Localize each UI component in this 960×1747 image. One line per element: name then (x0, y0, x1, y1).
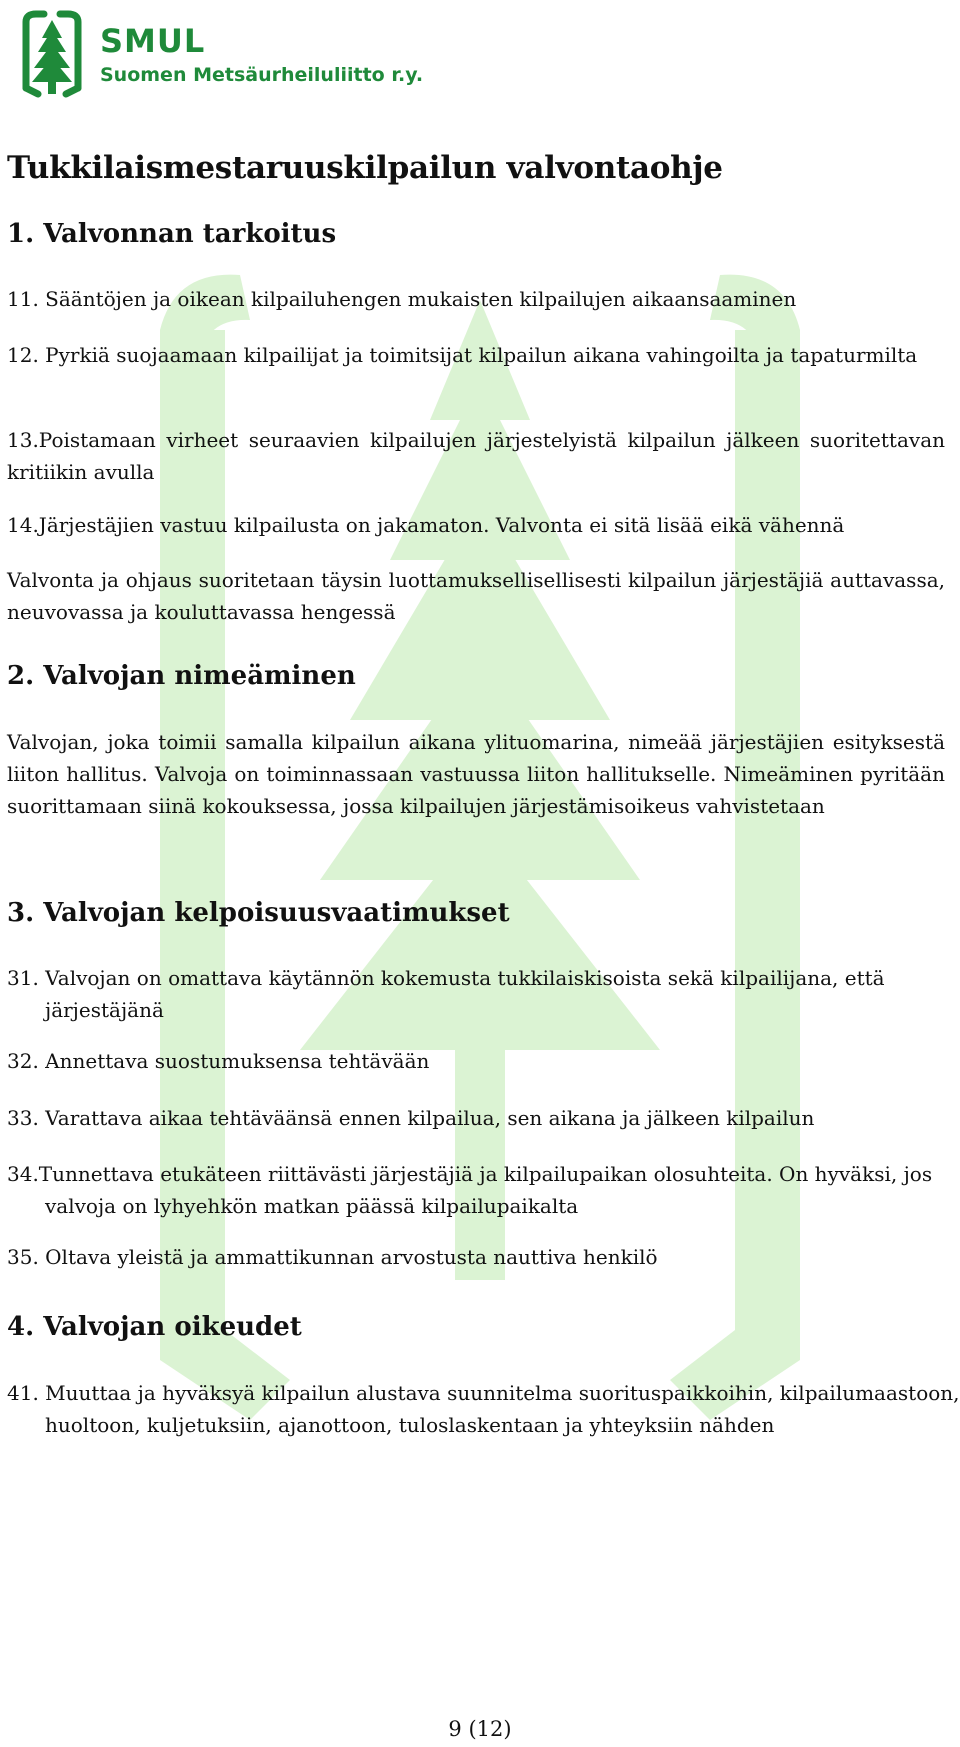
section-3-item-34: 34.Tunnettava etukäteen riittävästi järjestäjiä ja kilpailupaikan olosuhteita. On hyväksi, jos valvoja on lyhyehkön matkan päässä kilpailupaikalta (7, 1162, 933, 1218)
tree-logo-icon (16, 8, 88, 98)
logo-organization-name: Suomen Metsäurheiluliitto r.y. (100, 64, 424, 86)
section-1-item-11: 11. Sääntöjen ja oikean kilpailuhengen mukaisten kilpailujen aikaansaaminen (7, 287, 797, 311)
section-3-item-35: 35. Oltava yleistä ja ammattikunnan arvostusta nauttiva henkilö (7, 1245, 658, 1269)
section-3-item-31: 31. Valvojan on omattava käytännön kokemusta tukkilaiskisoista sekä kilpailijana, että järjestäjänä (7, 966, 885, 1022)
section-1-paragraph: Valvonta ja ohjaus suoritetaan täysin luottamuksellisellisesti kilpailun järjestäjiä auttavassa, neuvovassa ja kouluttavassa hengessä (7, 568, 945, 624)
section-1-item-14: 14.Järjestäjien vastuu kilpailusta on jakamaton. Valvonta ei sitä lisää eikä vähennä (7, 513, 845, 537)
logo-abbreviation: SMUL (100, 22, 206, 60)
smul-logo (16, 8, 466, 100)
section-1-item-12: 12. Pyrkiä suojaamaan kilpailijat ja toimitsijat kilpailun aikana vahingoilta ja tapaturmilta (7, 343, 918, 367)
document-title: Tukkilaismestaruuskilpailun valvontaohje (7, 150, 723, 186)
page-number: 9 (12) (448, 1717, 512, 1741)
section-1-heading: 1. Valvonnan tarkoitus (7, 219, 337, 249)
section-3-item-33: 33. Varattava aikaa tehtäväänsä ennen kilpailua, sen aikana ja jälkeen kilpailun (7, 1106, 815, 1130)
section-4-heading: 4. Valvojan oikeudet (7, 1312, 302, 1342)
section-1-item-13: 13.Poistamaan virheet seuraavien kilpailujen järjestelyistä kilpailun jälkeen suoritettavan kritiikin avulla (7, 428, 945, 484)
section-4-item-41: 41. Muuttaa ja hyväksyä kilpailun alustava suunnitelma suorituspaikkoihin, kilpailumaastoon, huoltoon, kuljetuksiin, ajanottoon, tuloslaskentaan ja yhteyksiin nähden (7, 1381, 960, 1437)
section-2-heading: 2. Valvojan nimeäminen (7, 661, 356, 691)
section-2-paragraph: Valvojan, joka toimii samalla kilpailun aikana ylituomarina, nimeää järjestäjien esityksestä liiton hallitus. Valvoja on toiminnassaan vastuussa liiton hallitukselle. Nimeäminen pyritään suorittamaan siinä kokouksessa, jossa kilpailujen järjestämisoikeus vahvistetaan (7, 730, 945, 818)
section-3-item-32: 32. Annettava suostumuksensa tehtävään (7, 1049, 430, 1073)
section-3-heading: 3. Valvojan kelpoisuusvaatimukset (7, 898, 510, 928)
